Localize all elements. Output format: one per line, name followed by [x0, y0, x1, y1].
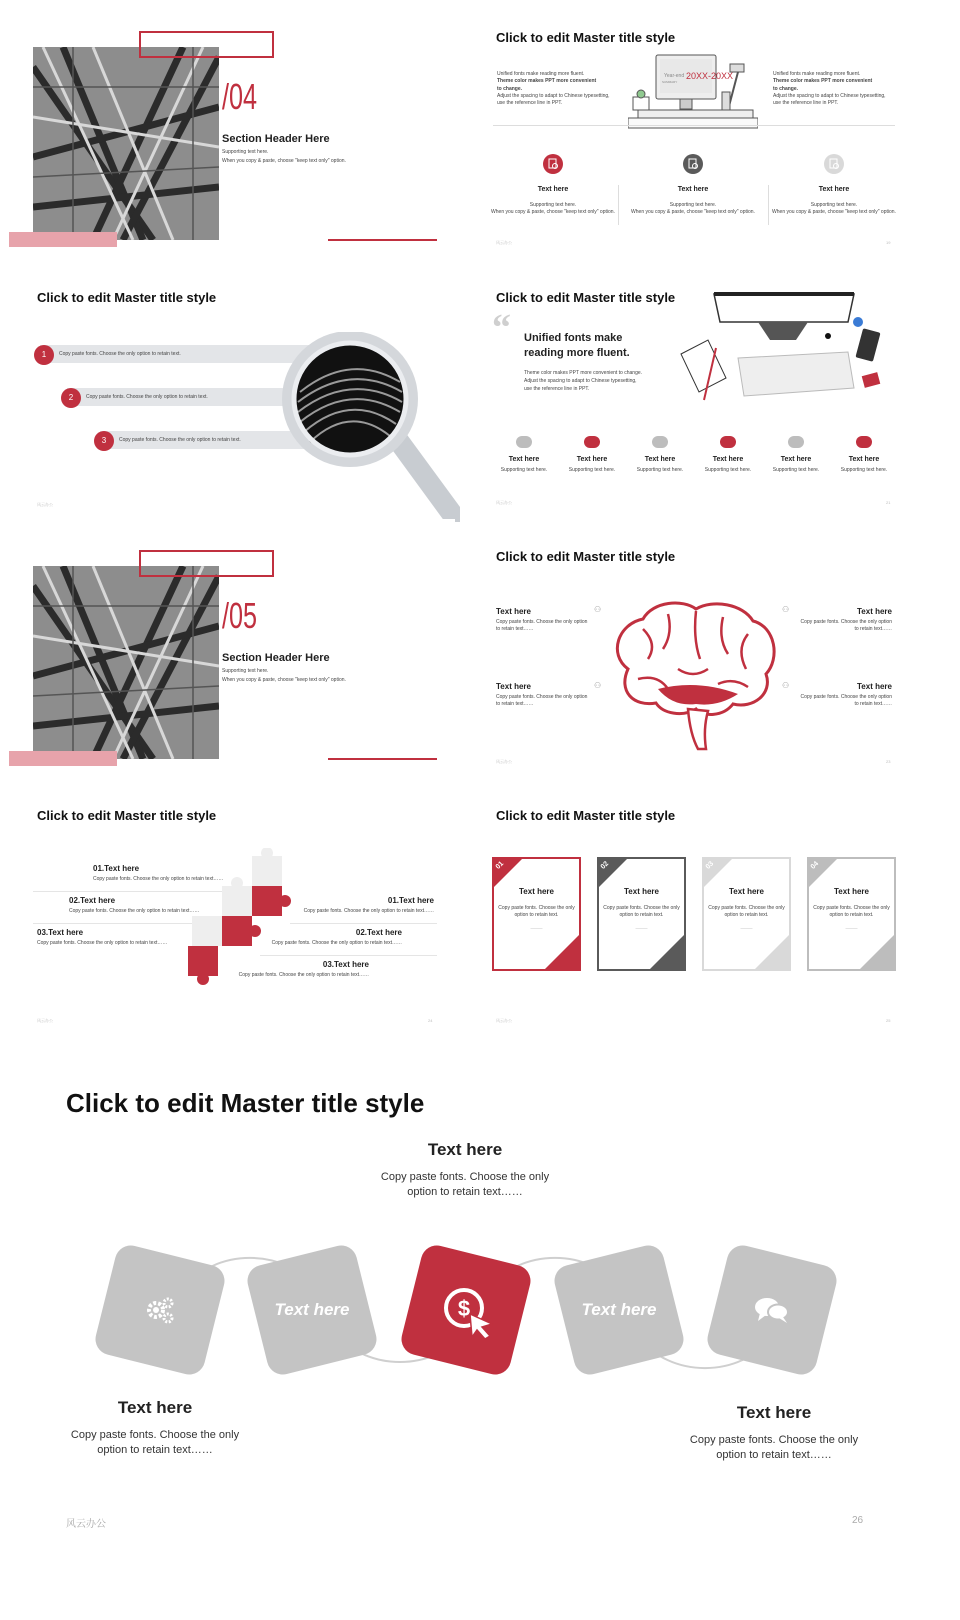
page-number: 19	[886, 240, 891, 245]
item-title: Text here	[677, 186, 709, 193]
item-line2: When you copy & paste, choose "keep text only" option.	[491, 209, 615, 216]
tile-text-right-label: Text here	[581, 1300, 657, 1319]
puzzle-item-text: Copy paste fonts. Choose the only option to retain text……	[93, 876, 224, 882]
search-doc-icon	[687, 158, 699, 170]
top-l2: option to retain text……	[407, 1186, 523, 1199]
top-l1: Copy paste fonts. Choose the only	[380, 1171, 550, 1183]
puzzle-item-title: 02.Text here	[69, 896, 116, 905]
section-number: /04	[222, 76, 258, 117]
ws-item	[626, 436, 694, 474]
people-icon: ⚇	[782, 681, 790, 690]
ws-item-title: Text here	[644, 456, 676, 463]
quote-l1: Theme color makes PPT more convenient to change.	[524, 370, 643, 376]
ws-item-text: Supporting text here.	[772, 467, 820, 473]
ws-item	[762, 436, 830, 474]
right-l1: Unified fonts make reading more fluent.	[773, 71, 861, 77]
puzzle-item-title: 03.Text here	[322, 960, 369, 969]
info-card	[492, 857, 581, 971]
puzzle-item-text: Copy paste fonts. Choose the only option to retain text……	[303, 908, 434, 914]
people-icon: ⚇	[782, 605, 790, 614]
ws-item	[558, 436, 626, 474]
puzzle-divider	[290, 923, 437, 924]
ws-item	[694, 436, 762, 474]
left-block	[55, 1398, 255, 1459]
item-line1: Supporting text here.	[810, 202, 858, 208]
item-line2: When you copy & paste, choose "keep text only" option.	[631, 209, 755, 216]
section-number: /05	[222, 595, 258, 636]
right-block	[674, 1403, 874, 1464]
card-dash: ———	[845, 925, 858, 930]
left-l1: Unified fonts make reading more fluent.	[497, 71, 585, 77]
slide-magnifier	[0, 260, 460, 522]
card-corner-br	[755, 935, 789, 969]
section-photo	[33, 566, 219, 759]
search-doc-icon	[547, 158, 559, 170]
quote-head2: reading more fluent.	[524, 347, 630, 359]
puzzle-item-text: Copy paste fonts. Choose the only option to retain text……	[37, 940, 168, 946]
item-line2: When you copy & paste, choose "keep text only" option.	[772, 209, 896, 216]
footer-left: 风云办公	[496, 500, 512, 505]
left-text-block	[497, 71, 627, 107]
puzzle-item-title: 03.Text here	[37, 928, 84, 937]
page-number: 23	[886, 759, 891, 764]
brain-item-l1: Copy paste fonts. Choose the only option	[800, 694, 892, 700]
slide-section-05	[0, 519, 455, 775]
left-l1: Copy paste fonts. Choose the only	[70, 1429, 240, 1441]
info-card	[597, 857, 686, 971]
steel-structure-image	[33, 566, 219, 759]
slide-cards	[478, 778, 933, 1034]
magnifier-illustration	[280, 332, 460, 522]
card-line1: Copy paste fonts. Choose the only	[813, 905, 890, 911]
section-line1: Supporting text here.	[222, 668, 269, 674]
list-text-2: Copy paste fonts. Choose the only option to retain text.	[86, 394, 208, 400]
brain-item-l2: to retain text……	[854, 626, 892, 633]
slide-title: Click to edit Master title style	[496, 290, 676, 305]
screen-years: 20XX-20XX	[686, 71, 734, 81]
gears-icon	[143, 1293, 177, 1327]
item-line1: Supporting text here.	[529, 202, 577, 208]
slide-title: Click to edit Master title style	[496, 549, 676, 564]
brain-item-title: Text here	[857, 607, 892, 616]
card-number: 01	[494, 860, 506, 871]
list-num-3: 3	[94, 431, 114, 451]
slide-section-04	[0, 0, 455, 256]
card-corner-br	[545, 935, 579, 969]
left-title: Text here	[117, 1398, 193, 1417]
slide-workspace	[478, 260, 933, 516]
card-title: Text here	[729, 887, 764, 896]
footer-left: 风云办公	[496, 759, 512, 764]
ws-item-title: Text here	[848, 456, 880, 463]
brain-item-br	[772, 682, 892, 709]
page-number: 21	[886, 500, 891, 505]
right-l2: Theme color makes PPT more convenient	[773, 78, 873, 85]
brain-item-title: Text here	[496, 607, 531, 616]
card-line2: option to retain text.	[514, 912, 559, 918]
people-icon: ⚇	[594, 681, 602, 690]
info-card	[807, 857, 896, 971]
ws-item-title: Text here	[576, 456, 608, 463]
brain-item-l2: to retain text……	[854, 701, 892, 708]
item-3	[764, 186, 904, 217]
ws-item-text: Supporting text here.	[704, 467, 752, 473]
ws-item-text: Supporting text here.	[636, 467, 684, 473]
slide-puzzle	[0, 778, 455, 1034]
footer-left: 风云办公	[37, 1018, 53, 1023]
card-number: 04	[809, 860, 821, 871]
item-2	[623, 186, 763, 217]
info-card	[702, 857, 791, 971]
slide-title: Click to edit Master title style	[37, 290, 217, 305]
puzzle-item-text: Copy paste fonts. Choose the only option to retain text……	[238, 972, 369, 978]
list-num-1: 1	[34, 345, 54, 365]
ws-item	[830, 436, 898, 474]
card-number: 02	[599, 860, 611, 871]
left-l2: option to retain text……	[97, 1444, 213, 1457]
brain-item-tr	[772, 607, 892, 634]
right-l4: Adjust the spacing to adapt to Chinese typesetting,	[773, 92, 886, 99]
brain-item-l1: Copy paste fonts. Choose the only option	[496, 694, 588, 700]
ws-item-title: Text here	[508, 456, 540, 463]
quote-l2: Adjust the spacing to adapt to Chinese typesetting,	[524, 378, 637, 384]
item-title: Text here	[818, 186, 850, 193]
page-number: 25	[886, 1018, 891, 1023]
page-number: 26	[852, 1515, 864, 1526]
top-block	[355, 1140, 575, 1201]
steel-structure-image	[33, 47, 219, 240]
card-line1: Copy paste fonts. Choose the only	[708, 905, 785, 911]
search-doc-icon	[828, 158, 840, 170]
quote-icon: “	[492, 307, 511, 349]
footer-left: 风云办公	[37, 502, 53, 507]
slide-process	[0, 1058, 960, 1598]
item-1	[483, 186, 623, 217]
card-line2: option to retain text.	[829, 912, 874, 918]
puzzle-item-text: Copy paste fonts. Choose the only option to retain text……	[271, 940, 402, 946]
brain-item-l2: to retain text……	[496, 701, 534, 708]
right-l1: Copy paste fonts. Choose the only	[689, 1434, 859, 1446]
section-photo	[33, 47, 219, 240]
card-line2: option to retain text.	[724, 912, 769, 918]
right-title: Text here	[736, 1403, 812, 1422]
accent-bar-pink	[9, 232, 117, 247]
card-title: Text here	[834, 887, 869, 896]
card-title: Text here	[624, 887, 659, 896]
slide-brain	[478, 519, 933, 775]
section-header: Section Header Here	[222, 133, 330, 145]
slide-title: Click to edit Master title style	[496, 30, 676, 45]
workspace-illustration	[678, 292, 896, 404]
card-dash: ———	[740, 925, 753, 930]
slide-title: Click to edit Master title style	[496, 808, 676, 823]
brain-item-title: Text here	[857, 682, 892, 691]
list-text-3: Copy paste fonts. Choose the only option to retain text.	[119, 437, 241, 443]
top-title: Text here	[427, 1140, 503, 1159]
list-num-2: 2	[61, 388, 81, 408]
left-l4: Adjust the spacing to adapt to Chinese typesetting,	[497, 92, 610, 99]
cloud-icon	[584, 436, 600, 448]
list-text-1: Copy paste fonts. Choose the only option to retain text.	[59, 351, 181, 357]
brain-item-title: Text here	[496, 682, 531, 691]
slide-title: Click to edit Master title style	[37, 808, 217, 823]
puzzle-item-text: Copy paste fonts. Choose the only option to retain text……	[69, 908, 200, 914]
ws-item-text: Supporting text here.	[840, 467, 888, 473]
footer-left: 风云办公	[496, 240, 512, 245]
right-l3: to change.	[773, 85, 799, 92]
item-divider	[618, 185, 619, 225]
item-title: Text here	[537, 186, 569, 193]
card-line1: Copy paste fonts. Choose the only	[603, 905, 680, 911]
card-number: 03	[704, 860, 716, 871]
brain-item-l2: to retain text……	[496, 626, 534, 633]
ws-item-title: Text here	[780, 456, 812, 463]
ws-item	[490, 436, 558, 474]
screen-label: Year-end	[664, 73, 685, 79]
dollar-cursor-icon	[436, 1280, 498, 1342]
cloud-icon	[720, 436, 736, 448]
cloud-icon	[856, 436, 872, 448]
section-line1: Supporting text here.	[222, 149, 269, 155]
left-l5: use the reference line in PPT.	[497, 100, 563, 106]
card-title: Text here	[519, 887, 554, 896]
card-dash: ———	[530, 925, 543, 930]
footer-left: 风云办公	[496, 1018, 512, 1023]
right-text-block	[773, 71, 903, 107]
section-header: Section Header Here	[222, 652, 330, 664]
brain-icon	[608, 599, 780, 759]
card-line2: option to retain text.	[619, 912, 664, 918]
desk-computer-illustration	[628, 52, 758, 132]
brain-item-l1: Copy paste fonts. Choose the only option	[496, 619, 588, 625]
underline-accent	[328, 239, 437, 241]
card-corner-br	[650, 935, 684, 969]
puzzle-right-1	[298, 896, 434, 915]
ws-item-title: Text here	[712, 456, 744, 463]
brain-item-l1: Copy paste fonts. Choose the only option	[800, 619, 892, 625]
section-line2: When you copy & paste, choose "keep text only" option.	[222, 677, 346, 683]
page-number: 24	[428, 1018, 433, 1023]
card-corner-br	[860, 935, 894, 969]
people-icon: ⚇	[594, 605, 602, 614]
right-l2: option to retain text……	[716, 1449, 832, 1462]
right-l5: use the reference line in PPT.	[773, 100, 839, 106]
footer-left: 风云办公	[66, 1519, 106, 1530]
card-dash: ———	[635, 925, 648, 930]
puzzle-item-title: 01.Text here	[387, 896, 434, 905]
puzzle-item-title: 01.Text here	[93, 864, 140, 873]
svg-text:$: $	[457, 1296, 471, 1321]
slide-computer	[478, 0, 933, 256]
accent-frame	[139, 31, 274, 58]
quote-l3: use the reference line in PPT.	[524, 386, 590, 392]
item-line1: Supporting text here.	[669, 202, 717, 208]
accent-bar-pink	[9, 751, 117, 766]
cloud-icon	[788, 436, 804, 448]
chat-bubbles-icon	[754, 1296, 790, 1324]
cloud-icon	[516, 436, 532, 448]
screen-sub: SUMMARY	[662, 80, 678, 84]
puzzle-item-title: 02.Text here	[355, 928, 402, 937]
ws-item-text: Supporting text here.	[500, 467, 548, 473]
left-l2: Theme color makes PPT more convenient	[497, 78, 597, 85]
tile-text-left-label: Text here	[274, 1300, 350, 1319]
divider-line	[493, 125, 895, 126]
cloud-icon	[652, 436, 668, 448]
accent-frame	[139, 550, 274, 577]
card-line1: Copy paste fonts. Choose the only	[498, 905, 575, 911]
left-l3: to change.	[497, 85, 523, 92]
underline-accent	[328, 758, 437, 760]
quote-head1: Unified fonts make	[524, 332, 623, 344]
puzzle-illustration	[180, 848, 295, 998]
ws-item-text: Supporting text here.	[568, 467, 616, 473]
puzzle-left-3	[37, 928, 177, 947]
slide-title: Click to edit Master title style	[66, 1088, 425, 1118]
section-line2: When you copy & paste, choose "keep text only" option.	[222, 158, 346, 164]
